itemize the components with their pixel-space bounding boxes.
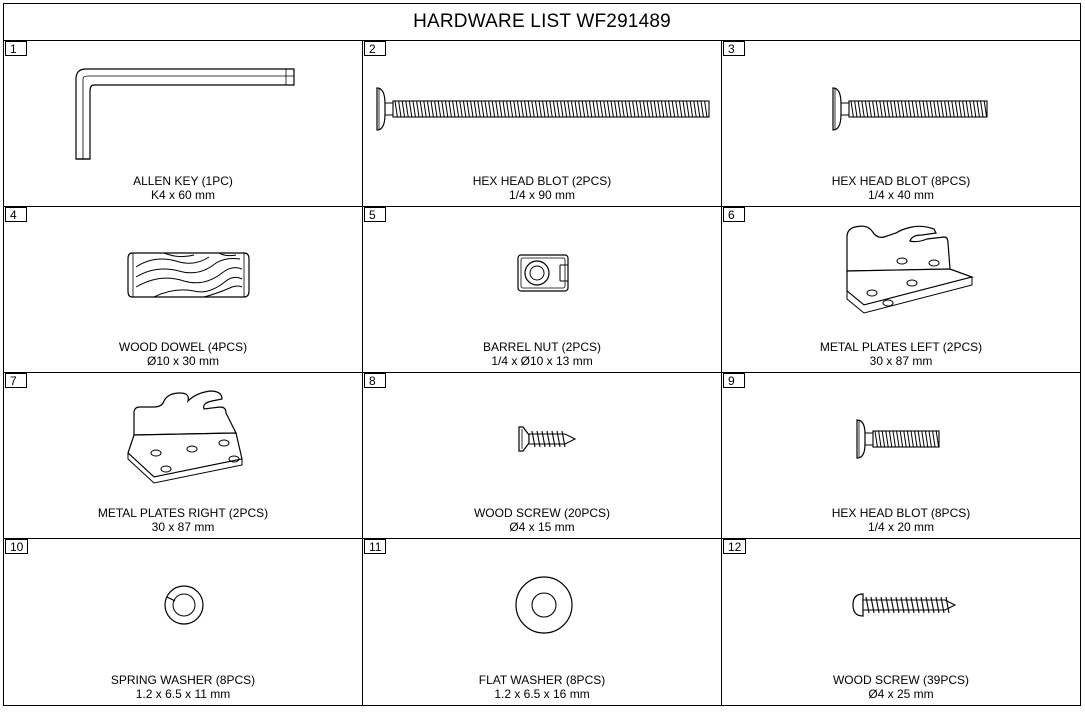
item-number: 5 xyxy=(364,207,386,222)
item-label xyxy=(4,673,362,701)
item-name: ALLEN KEY (1PC) xyxy=(133,174,233,188)
bolt-shape xyxy=(377,88,709,130)
item-number: 9 xyxy=(723,373,745,388)
item-size: 1.2 x 6.5 x 11 mm xyxy=(135,687,231,701)
item-name: WOOD SCREW (39PCS) xyxy=(832,673,969,687)
hardware-item-11 xyxy=(363,539,722,705)
item-number: 12 xyxy=(723,539,746,554)
item-label xyxy=(363,506,721,534)
item-label xyxy=(363,340,721,368)
item-name: METAL PLATES LEFT (2PCS) xyxy=(819,340,983,354)
hardware-item-3 xyxy=(722,41,1080,207)
item-name: METAL PLATES RIGHT (2PCS) xyxy=(97,506,269,520)
item-size: 30 x 87 mm xyxy=(869,354,933,368)
item-number: 2 xyxy=(364,41,386,56)
screw-shape xyxy=(853,594,955,616)
hardware-item-10 xyxy=(4,539,363,705)
item-size: Ø10 x 30 mm xyxy=(146,354,220,368)
item-name: WOOD SCREW (20PCS) xyxy=(473,506,610,520)
item-name: HEX HEAD BLOT (8PCS) xyxy=(831,506,971,520)
item-size: 1/4 x 90 mm xyxy=(508,188,576,202)
item-size: Ø4 x 15 mm xyxy=(509,520,575,534)
item-number: 10 xyxy=(5,539,28,554)
hardware-item-7 xyxy=(4,373,363,539)
item-name: FLAT WASHER (8PCS) xyxy=(478,673,606,687)
item-size: 1/4 x Ø10 x 13 mm xyxy=(491,354,593,368)
item-label xyxy=(4,174,362,202)
item-size: 1.2 x 6.5 x 16 mm xyxy=(494,687,590,701)
hardware-item-5 xyxy=(363,207,722,373)
item-label xyxy=(722,340,1080,368)
item-size: K4 x 60 mm xyxy=(150,188,216,202)
item-name: HEX HEAD BLOT (8PCS) xyxy=(831,174,971,188)
item-label xyxy=(363,673,721,701)
hardware-item-4 xyxy=(4,207,363,373)
item-number: 8 xyxy=(364,373,386,388)
hardware-item-1 xyxy=(4,41,363,207)
hardware-item-12 xyxy=(722,539,1080,705)
item-number: 1 xyxy=(5,41,27,56)
hardware-item-2 xyxy=(363,41,722,207)
hardware-item-6 xyxy=(722,207,1080,373)
item-label xyxy=(4,340,362,368)
bolt-shape xyxy=(833,88,987,130)
screw-shape xyxy=(519,427,575,451)
item-number: 6 xyxy=(723,207,745,222)
item-label xyxy=(722,174,1080,202)
item-label xyxy=(722,506,1080,534)
item-number: 3 xyxy=(723,41,745,56)
item-name: HEX HEAD BLOT (2PCS) xyxy=(472,174,612,188)
item-label xyxy=(722,673,1080,701)
hardware-grid xyxy=(4,41,1080,705)
item-size: 30 x 87 mm xyxy=(151,520,215,534)
item-number: 4 xyxy=(5,207,27,222)
bolt-shape xyxy=(857,420,939,458)
item-number: 7 xyxy=(5,373,27,388)
item-label xyxy=(363,174,721,202)
hardware-item-8 xyxy=(363,373,722,539)
item-size: 1/4 x 40 mm xyxy=(867,188,935,202)
item-size: Ø4 x 25 mm xyxy=(868,687,934,701)
item-name: BARREL NUT (2PCS) xyxy=(482,340,602,354)
item-size: 1/4 x 20 mm xyxy=(867,520,935,534)
item-name: WOOD DOWEL (4PCS) xyxy=(118,340,248,354)
hardware-list-sheet xyxy=(3,3,1081,706)
item-label xyxy=(4,506,362,534)
item-number: 11 xyxy=(364,539,386,554)
item-name: SPRING WASHER (8PCS) xyxy=(110,673,256,687)
hardware-item-9 xyxy=(722,373,1080,539)
page-title: HARDWARE LIST WF291489 xyxy=(4,4,1080,41)
